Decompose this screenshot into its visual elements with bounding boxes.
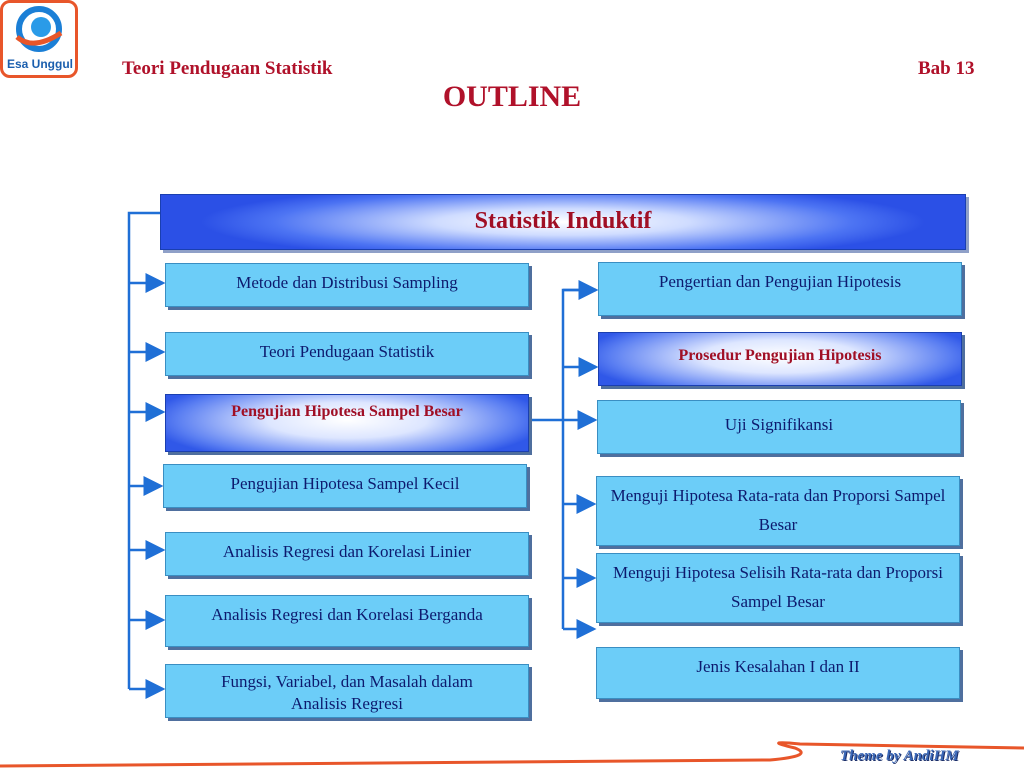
right-topic-label: Menguji Hipotesa Rata-rata dan Proporsi Sampel Besar [610,486,946,534]
left-topic-box-active [165,394,529,452]
theme-credit: Theme by AndiHM [840,748,959,764]
left-topic-label: Pengujian Hipotesa Sampel Kecil [230,474,460,493]
chapter-label: Bab 13 [918,58,975,79]
left-trunk-line [129,213,162,689]
right-topic-label: Menguji Hipotesa Selisih Rata-rata dan Proporsi Sampel Besar [612,563,944,611]
left-topic-box [165,332,529,376]
left-topic-label: Fungsi, Variabel, dan Masalah dalam Analisis Regresi [221,672,473,713]
right-topic-box [596,647,960,699]
right-topic-box-active [598,332,962,386]
left-topic-label: Pengujian Hipotesa Sampel Besar [231,403,463,420]
left-topic-box [165,532,529,576]
banner-label: Statistik Induktif [474,208,652,234]
right-topic-label: Prosedur Pengujian Hipotesis [678,347,882,364]
left-topic-label: Metode dan Distribusi Sampling [236,273,458,292]
right-topic-label: Uji Signifikansi [724,415,834,434]
left-topic-box [165,664,529,718]
right-topic-box [596,476,960,546]
left-topic-label: Analisis Regresi dan Korelasi Berganda [211,605,483,624]
left-topic-box [165,263,529,307]
logo-text: Esa Unggul [7,57,74,71]
right-topic-label: Jenis Kesalahan I dan II [696,657,860,676]
left-topic-label: Teori Pendugaan Statistik [259,342,435,361]
page-title: OUTLINE [442,80,582,113]
right-topic-box [598,262,962,316]
left-topic-box [165,595,529,647]
left-topic-box [163,464,527,508]
right-topic-box [597,400,961,454]
right-topic-label: Pengertian dan Pengujian Hipotesis [658,272,902,291]
left-topic-label: Analisis Regresi dan Korelasi Linier [222,542,472,561]
course-title: Teori Pendugaan Statistik [122,58,333,79]
right-topic-box [596,553,960,623]
main-topic-banner [160,194,966,250]
